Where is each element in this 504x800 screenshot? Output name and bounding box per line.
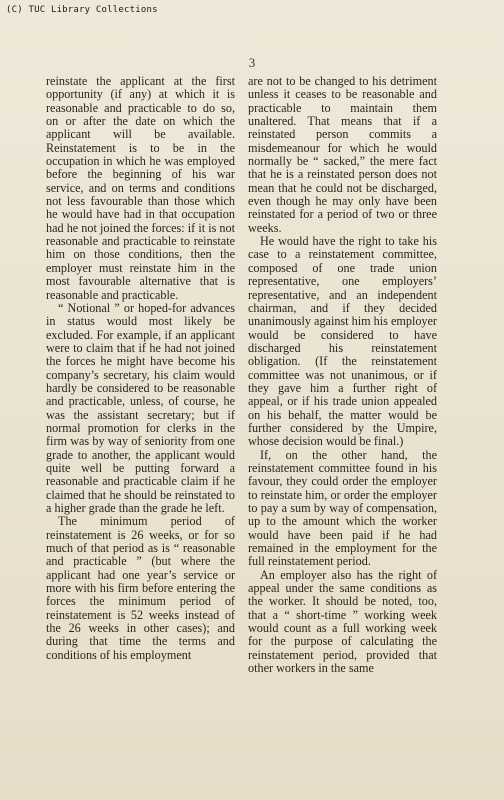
- paragraph: are not to be changed to his detriment unless it ceases to be reasonable and practicable to maintain them unaltered. That means that if a reinstated person commits a misdemeanour for which he would normally be “ sacked,” the mere fact that he is a reinstated person does not mean that he could not be discharged, even though he may only have been reinstated for a period of two or three weeks.: [248, 74, 437, 235]
- paragraph: He would have the right to take his case to a reinstatement committee, composed of one trade union representative, one employers’ representative, and an independent chairman, and if they decided unanimously against him his employer would be considered to have discharged his reinstatement obligation. (If the reinstatement committee was not unanimous, or if they gave him a further right of appeal, or if his trade union appealed on his behalf, the matter would be further considered by the Umpire, whose decision would be final.): [248, 234, 437, 449]
- paragraph: An employer also has the right of appeal under the same conditions as the worker. It should be noted, too, that a “ short-time ” working week would count as a full working week for the purpose of calculating the reinstatement period, provided that other workers in the same: [248, 567, 437, 676]
- page-number: 3: [248, 55, 256, 70]
- left-column: [46, 75, 235, 662]
- paragraph: The minimum period of reinstatement is 26 weeks, or for so much of that period as is “ reasonable and practicable ” (but where the applicant had one year’s service or more with his firm before entering the forces the minimum period of reinstatement is 52 weeks instead of the 26 weeks in other cases); and during that time the terms and conditions of his employment: [46, 514, 235, 662]
- copyright-watermark: (C) TUC Library Collections: [6, 5, 158, 15]
- paragraph: reinstate the applicant at the first opportunity (if any) at which it is reasonable and practicable to do so, on or after the date on which the applicant will be available. Reinstatement is to be in the occupation in which he was employed before the beginning of his war service, and on terms and conditions not less favourable than those which he would have had in that occupation had he not joined the forces: if it is not reasonable and practicable to reinstate him on those conditions, then the employer must reinstate him in the most favourable alternative that is reasonable and practicable.: [46, 74, 235, 302]
- right-column: [248, 75, 437, 675]
- paragraph: “ Notional ” or hoped-for advances in status would most likely be excluded. For example, if an applicant were to claim that if he had not joined the forces he might have become his company’s secretary, his claim would hardly be considered to be reasonable and practicable, unless, of course, he was the assistant secretary; but if normal promotion for clerks in the firm was by way of seniority from one grade to another, the applicant would quite well be putting forward a reasonable and practicable claim if he claimed that he should be reinstated to a higher grade than the grade he left.: [46, 300, 235, 515]
- paragraph: If, on the other hand, the reinstatement committee found in his favour, they could order the employer to reinstate him, or order the employer to pay a sum by way of compensation, up to the amount which the worker would have been paid if he had remained in the employment for the full reinstatement period.: [248, 447, 437, 569]
